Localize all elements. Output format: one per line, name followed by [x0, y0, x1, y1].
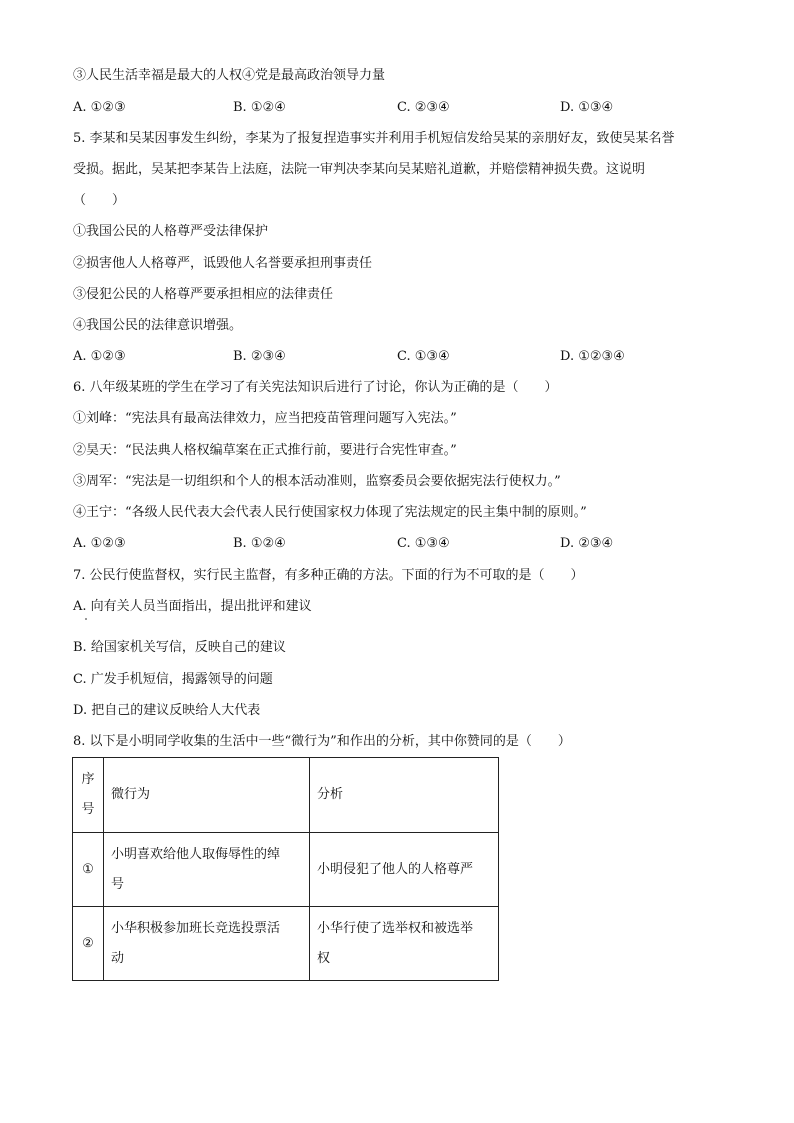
row-2-behavior-line-2: 动 — [111, 950, 125, 966]
row-1-behavior-line-2: 号 — [111, 876, 125, 892]
q5-options — [73, 348, 653, 366]
q5-option-c[interactable]: C. ①③④ — [397, 349, 450, 364]
q5-stem-line-2: 受损。据此，吴某把李某告上法庭，法院一审判决李某向吴某赔礼道歉，并赔偿精神损失费。这说明 — [73, 162, 646, 177]
q6-statement-1: ①刘峰：“宪法具有最高法律效力，应当把疫苗管理问题写入宪法。” — [73, 411, 457, 426]
q5-statement-3: ③侵犯公民的人格尊严要承担相应的法律责任 — [73, 287, 334, 302]
q4-statement: ③人民生活幸福是最大的人权④党是最高政治领导力量 — [73, 68, 386, 83]
q8-stem: 8. 以下是小明同学收集的生活中一些“微行为”和作出的分析，其中你赞同的是（ ） — [73, 734, 571, 749]
header-serial-part-2: 号 — [81, 802, 95, 817]
q5-option-b[interactable]: B. ②③④ — [233, 349, 286, 364]
q4-options — [73, 99, 653, 117]
row-2-analysis — [310, 907, 499, 981]
row-2-analysis-line-1: 小华行使了选举权和被选举 — [317, 920, 474, 936]
q4-option-d[interactable]: D. ①③④ — [560, 100, 614, 115]
q5-stem-line-3: （ ） — [73, 193, 126, 208]
q6-statement-2: ②昊天：“民法典人格权编草案在正式推行前，要进行合宪性审查。” — [73, 443, 457, 458]
row-1-number: ① — [73, 833, 104, 907]
row-1-behavior-line-1: 小明喜欢给他人取侮辱性的绰 — [111, 846, 281, 862]
header-behavior: 微行为 — [104, 758, 310, 833]
q5-option-d[interactable]: D. ①②③④ — [560, 349, 625, 364]
q6-option-a[interactable]: A. ①②③ — [73, 536, 126, 551]
q4-option-c[interactable]: C. ②③④ — [397, 100, 450, 115]
q8-table — [72, 757, 499, 981]
header-analysis: 分析 — [310, 758, 499, 833]
q5-statement-4: ④我国公民的法律意识增强。 — [73, 318, 243, 333]
q4-option-b[interactable]: B. ①②④ — [233, 100, 286, 115]
table-header-row — [73, 758, 499, 833]
q6-option-b[interactable]: B. ①②④ — [233, 536, 286, 551]
header-serial-part-1: 序 — [81, 772, 95, 787]
q7-stem: 7. 公民行使监督权，实行民主监督，有多种正确的方法。下面的行为不可取的是（ ） — [73, 568, 584, 583]
q5-statement-2: ②损害他人人格尊严，诋毁他人名誉要承担刑事责任 — [73, 256, 373, 271]
q6-option-c[interactable]: C. ①③④ — [397, 536, 450, 551]
q7-option-a[interactable]: A. 向有关人员当面指出，提出批评和建议 — [73, 599, 312, 614]
q6-stem: 6. 八年级某班的学生在学习了有关宪法知识后进行了讨论，你认为正确的是（ ） — [73, 380, 558, 395]
q6-statement-3: ③周军：“宪法是一切组织和个人的根本活动准则，监察委员会要依据宪法行使权力。” — [73, 474, 561, 489]
row-2-number: ② — [73, 907, 104, 981]
header-serial-cell — [73, 758, 104, 833]
q7-option-c[interactable]: C. 广发手机短信，揭露领导的问题 — [73, 672, 273, 687]
table-row — [73, 907, 499, 981]
q7-option-d[interactable]: D. 把自己的建议反映给人大代表 — [73, 703, 261, 718]
q6-option-d[interactable]: D. ②③④ — [560, 536, 614, 551]
stray-dot — [85, 618, 87, 620]
q7-option-b[interactable]: B. 给国家机关写信，反映自己的建议 — [73, 640, 286, 655]
q5-statement-1: ①我国公民的人格尊严受法律保护 — [73, 224, 269, 239]
row-2-behavior — [104, 907, 310, 981]
table-row — [73, 833, 499, 907]
q4-option-a[interactable]: A. ①②③ — [73, 100, 126, 115]
row-2-analysis-line-2: 权 — [317, 950, 331, 966]
q5-option-a[interactable]: A. ①②③ — [73, 349, 126, 364]
q5-stem-line-1: 5. 李某和吴某因事发生纠纷，李某为了报复捏造事实并利用手机短信发给吴某的亲朋好友，致使吴某名誉 — [73, 131, 675, 146]
row-1-analysis: 小明侵犯了他人的人格尊严 — [310, 833, 499, 907]
row-2-behavior-line-1: 小华积极参加班长竞选投票活 — [111, 920, 281, 936]
q6-options — [73, 535, 653, 553]
row-1-behavior — [104, 833, 310, 907]
q6-statement-4: ④王宁：“各级人民代表大会代表人民行使国家权力体现了宪法规定的民主集中制的原则。” — [73, 505, 587, 520]
